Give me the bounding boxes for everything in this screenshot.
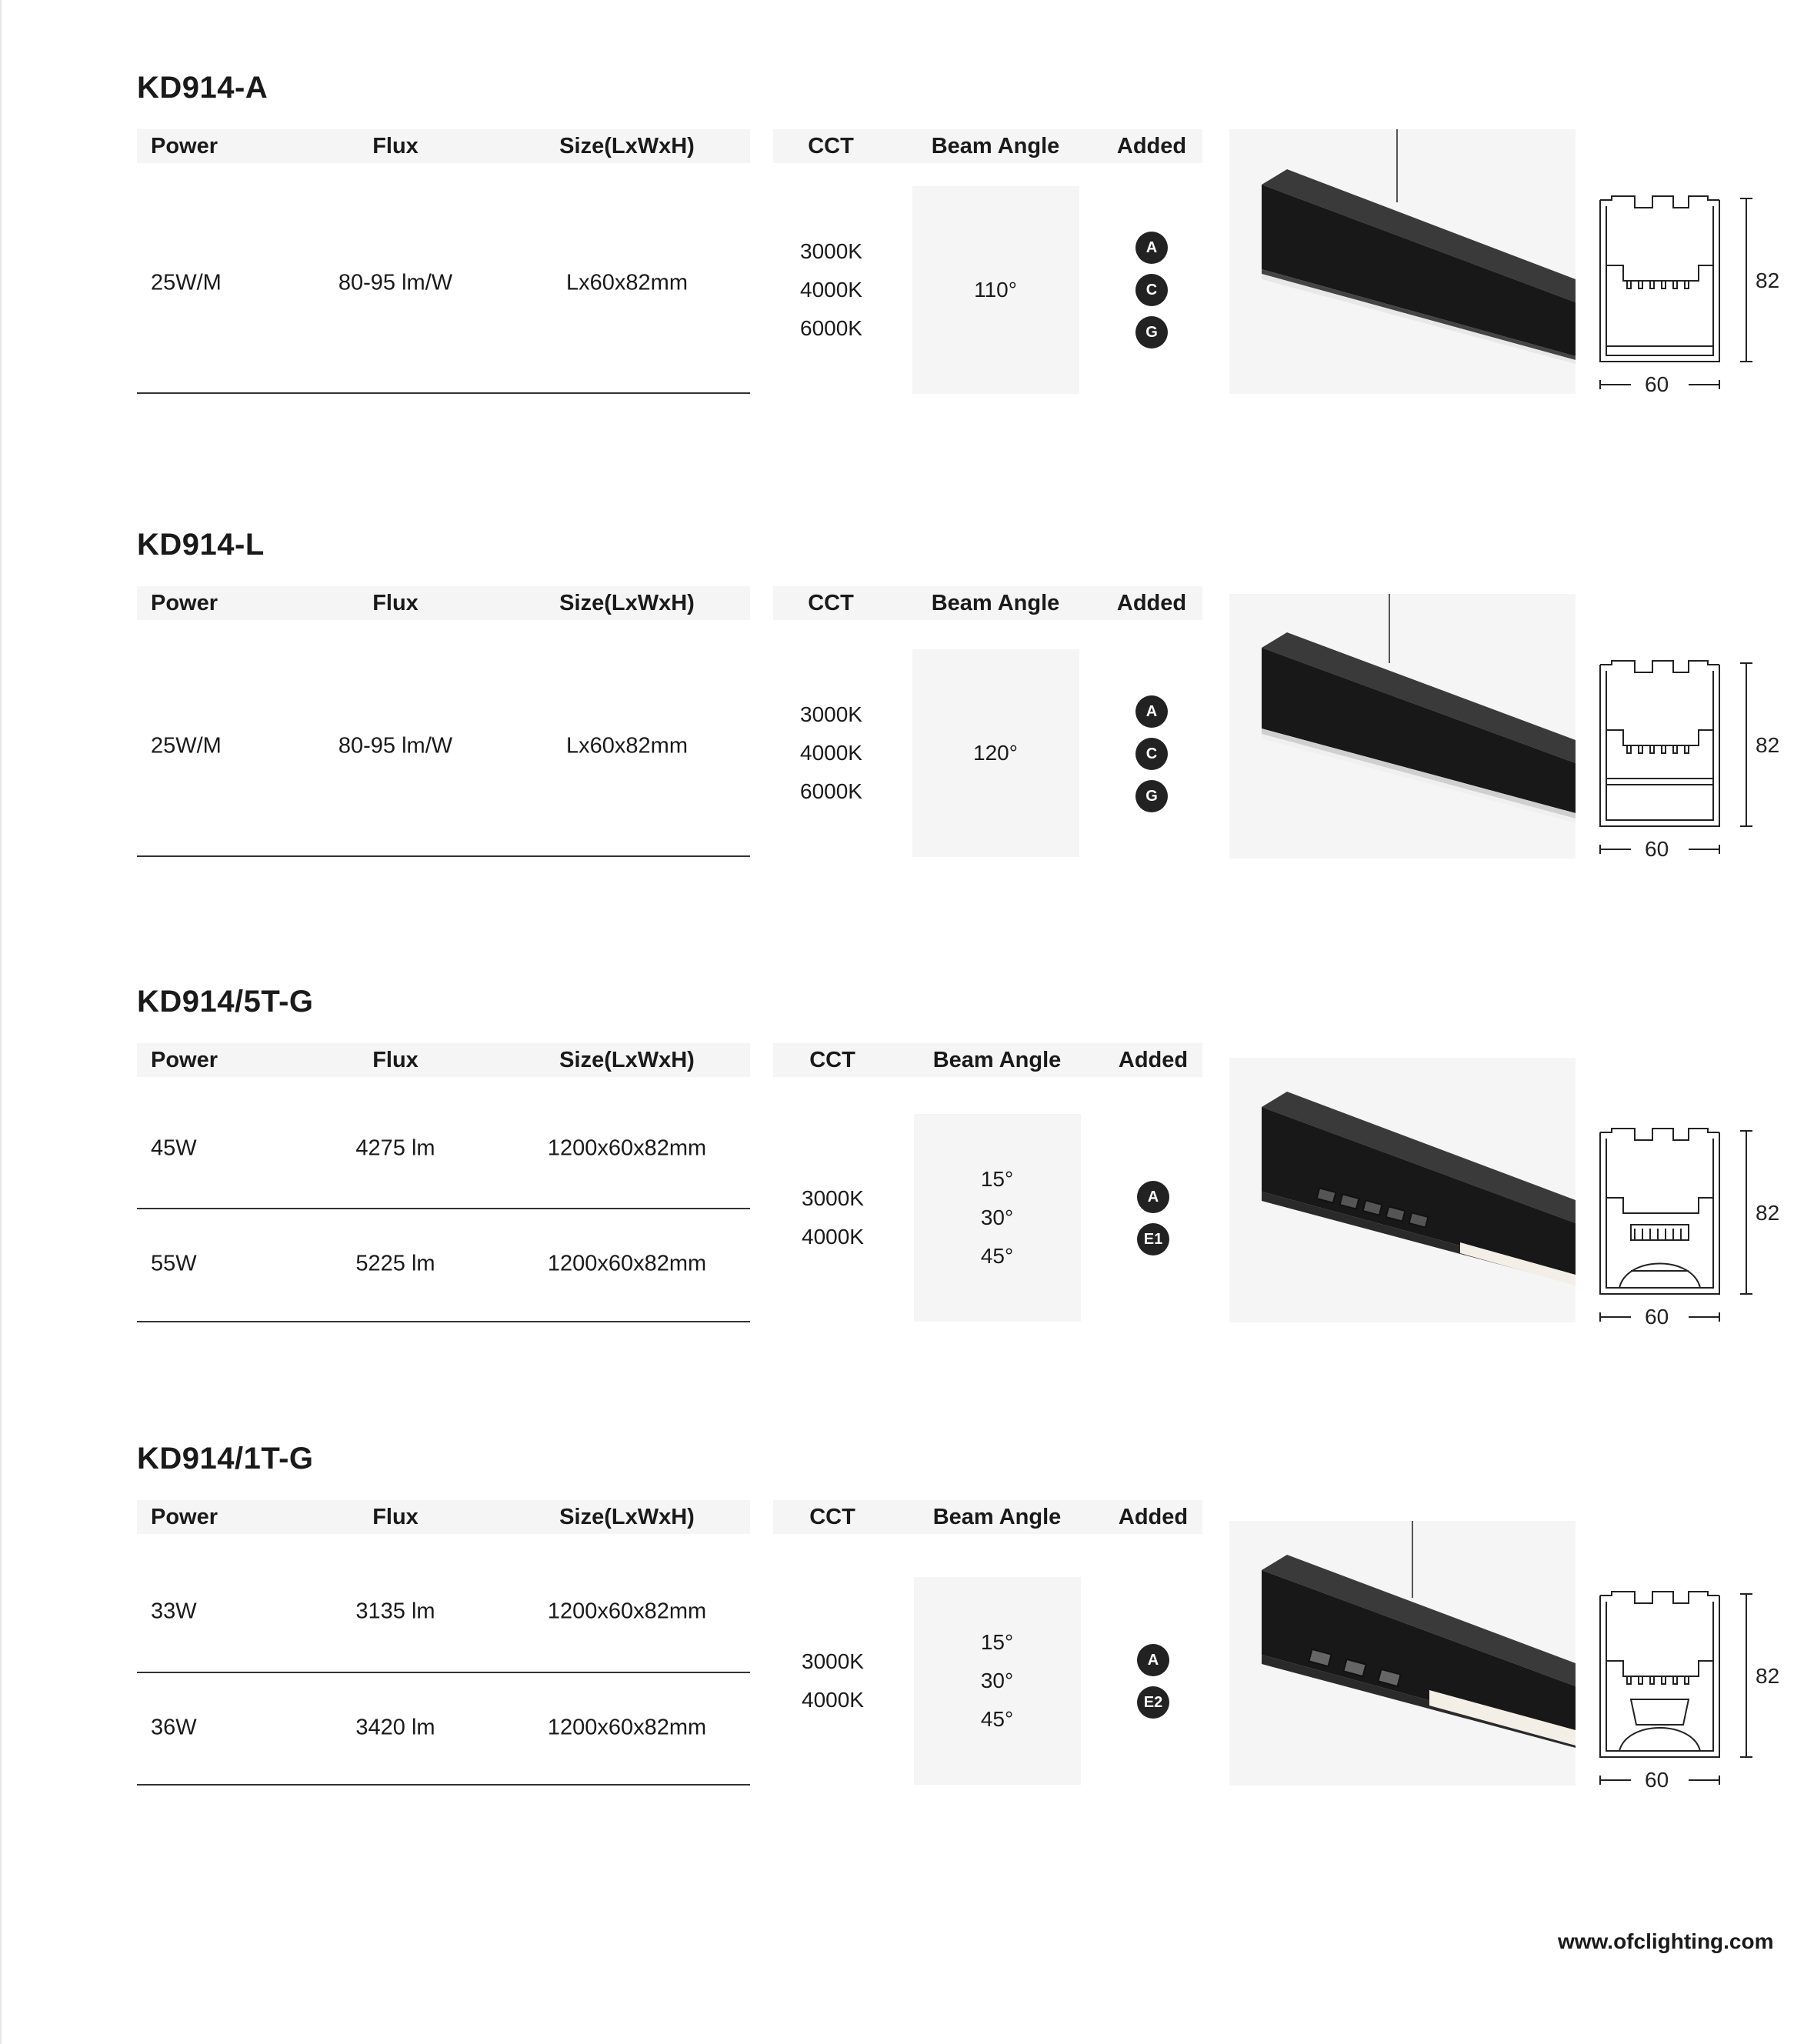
product-photo — [1229, 1058, 1576, 1322]
height-dimension: 82 — [1756, 1664, 1780, 1688]
profile-drawing — [1585, 1549, 1780, 1803]
cct-value: 6000K — [800, 316, 862, 340]
row-flux: 3135 lm — [355, 1599, 435, 1624]
row-divider — [137, 1672, 750, 1673]
header-beam-angle: Beam Angle — [931, 134, 1060, 158]
added-badge: C — [1135, 274, 1168, 306]
added-badge: A — [1135, 695, 1168, 728]
row-power: 33W — [151, 1599, 197, 1624]
header-cct: CCT — [809, 1048, 855, 1072]
header-flux: Flux — [372, 1048, 418, 1072]
header-size: Size(LxWxH) — [559, 134, 695, 158]
row-power: 45W — [151, 1135, 197, 1161]
row-divider — [137, 392, 750, 394]
header-flux: Flux — [372, 134, 418, 158]
beam-angle-value: 45° — [980, 1707, 1014, 1731]
header-cct: CCT — [808, 591, 854, 615]
added-badge: E2 — [1137, 1686, 1169, 1719]
header-cct: CCT — [808, 134, 854, 158]
header-power: Power — [151, 1505, 218, 1529]
row-size: 1200x60x82mm — [547, 1251, 707, 1276]
beam-angle-value: 15° — [980, 1630, 1014, 1654]
profile-drawing — [1585, 619, 1780, 872]
header-size: Size(LxWxH) — [559, 1048, 695, 1072]
product-section-kd914-a — [0, 0, 1794, 415]
cct-value: 3000K — [800, 239, 862, 263]
height-dimension: 82 — [1756, 733, 1780, 757]
row-divider — [137, 1321, 750, 1322]
header-added: Added — [1116, 591, 1187, 615]
product-section-kd914-5t-g — [0, 914, 1794, 1329]
profile-drawing — [1585, 1086, 1780, 1340]
product-photo — [1229, 594, 1576, 859]
width-dimension: 60 — [1645, 372, 1669, 396]
header-size: Size(LxWxH) — [559, 591, 695, 615]
row-size: 1200x60x82mm — [547, 1599, 707, 1624]
beam-angle-value: 45° — [980, 1244, 1014, 1268]
cct-value: 4000K — [802, 1225, 864, 1249]
header-cct: CCT — [809, 1505, 855, 1529]
product-title: KD914-A — [137, 71, 268, 105]
product-section-kd914-1t-g — [0, 1371, 1794, 1792]
header-power: Power — [151, 591, 218, 615]
row-flux: 80-95 lm/W — [338, 733, 453, 759]
beam-angle-value: 110° — [974, 278, 1017, 302]
header-beam-angle: Beam Angle — [932, 1505, 1062, 1529]
width-dimension: 60 — [1645, 1305, 1669, 1329]
row-flux: 5225 lm — [355, 1251, 435, 1276]
row-size: 1200x60x82mm — [547, 1715, 707, 1740]
website-link[interactable]: www.ofclighting.com — [1558, 1929, 1774, 1953]
header-beam-angle: Beam Angle — [931, 591, 1060, 615]
beam-angle-value: 15° — [980, 1167, 1014, 1191]
added-badge: C — [1135, 738, 1168, 770]
height-dimension: 82 — [1756, 268, 1780, 292]
width-dimension: 60 — [1645, 837, 1669, 861]
added-badge: G — [1135, 780, 1168, 812]
beam-angle-value: 30° — [980, 1669, 1014, 1692]
cct-value: 4000K — [800, 278, 862, 302]
added-badge: G — [1135, 316, 1168, 348]
added-badge: E1 — [1137, 1223, 1169, 1255]
product-title: KD914/1T-G — [137, 1442, 314, 1475]
row-power: 25W/M — [151, 733, 222, 759]
header-power: Power — [151, 1048, 218, 1072]
row-size: Lx60x82mm — [566, 270, 688, 295]
row-power: 25W/M — [151, 270, 222, 295]
row-divider — [137, 855, 750, 857]
header-flux: Flux — [372, 1505, 418, 1529]
row-flux: 80-95 lm/W — [338, 270, 453, 295]
added-badge: A — [1137, 1644, 1169, 1676]
height-dimension: 82 — [1756, 1201, 1780, 1225]
product-section-kd914-l — [0, 457, 1794, 872]
cct-value: 4000K — [800, 741, 862, 765]
row-size: Lx60x82mm — [566, 733, 688, 759]
product-photo — [1229, 1521, 1576, 1786]
header-beam-angle: Beam Angle — [932, 1048, 1062, 1072]
cct-value: 3000K — [800, 702, 862, 726]
row-power: 55W — [151, 1251, 197, 1276]
profile-drawing — [1585, 154, 1780, 408]
beam-angle-value: 120° — [973, 741, 1018, 765]
header-added: Added — [1118, 1505, 1189, 1529]
added-badge: A — [1137, 1181, 1169, 1213]
header-added: Added — [1118, 1048, 1189, 1072]
product-photo — [1229, 129, 1576, 394]
row-flux: 3420 lm — [355, 1715, 435, 1740]
cct-value: 4000K — [802, 1688, 864, 1712]
row-power: 36W — [151, 1715, 197, 1740]
header-size: Size(LxWxH) — [559, 1505, 695, 1529]
row-divider — [137, 1208, 750, 1209]
header-added: Added — [1116, 134, 1187, 158]
cct-value: 3000K — [802, 1649, 864, 1673]
row-flux: 4275 lm — [355, 1135, 435, 1161]
product-title: KD914-L — [137, 528, 265, 562]
width-dimension: 60 — [1645, 1768, 1669, 1792]
product-title: KD914/5T-G — [137, 985, 314, 1019]
header-power: Power — [151, 134, 218, 158]
beam-angle-value: 30° — [980, 1205, 1014, 1229]
cct-value: 3000K — [802, 1186, 864, 1210]
cct-value: 6000K — [800, 779, 862, 803]
row-size: 1200x60x82mm — [547, 1135, 707, 1161]
header-flux: Flux — [372, 591, 418, 615]
added-badge: A — [1135, 232, 1168, 264]
row-divider — [137, 1784, 750, 1786]
